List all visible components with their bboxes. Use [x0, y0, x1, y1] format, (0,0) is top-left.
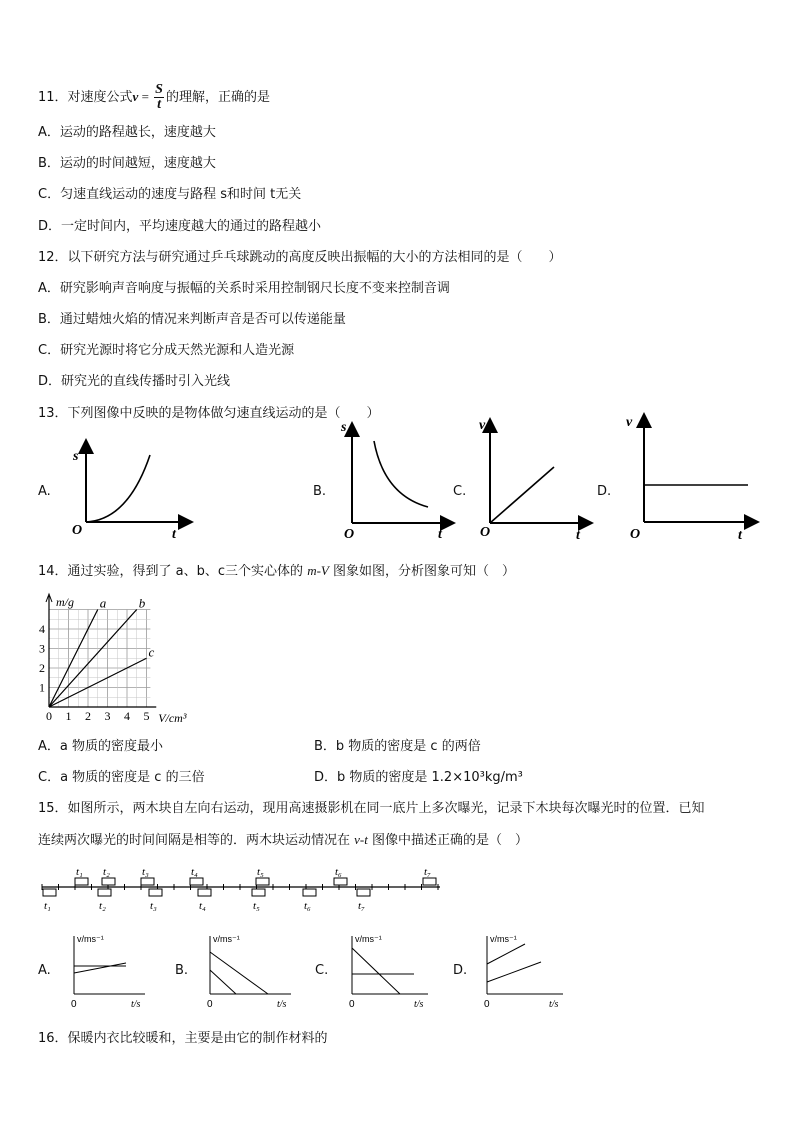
q11-option-c: C．匀速直线运动的速度与路程 s和时间 t无关: [38, 187, 302, 202]
q15-graph-c: [340, 930, 430, 1012]
x-tick-label: 3: [104, 709, 111, 723]
x-tick-label: 4: [124, 709, 130, 723]
upper-block: [334, 878, 347, 885]
velocity-line: [352, 948, 400, 994]
x-label: t: [438, 527, 442, 542]
origin-label: O: [344, 527, 355, 542]
x-label: t: [576, 528, 580, 543]
upper-time-label: t₃: [142, 866, 149, 878]
q15-label-b: B.: [175, 963, 189, 978]
q13-label-b: B.: [313, 484, 327, 499]
x-tick-label: 2: [85, 709, 91, 723]
x-tick-label: 1: [65, 709, 72, 723]
lower-time-label: t₆: [304, 900, 311, 912]
upper-block: [190, 878, 203, 885]
lower-time-label: t₁: [44, 900, 51, 912]
y-axis-label: v/ms⁻¹: [213, 934, 240, 944]
y-axis-label: v/ms⁻¹: [490, 934, 517, 944]
q15-label-d: D.: [453, 963, 468, 978]
q14-option-a: A．a 物质的密度最小: [38, 739, 163, 754]
origin-label: 0: [71, 999, 77, 1010]
lower-block: [98, 889, 111, 896]
velocity-line: [210, 970, 236, 994]
origin-label: 0: [207, 999, 213, 1010]
q11-stem: 11．对速度公式v = $\frac{S}{t}$ 的理解，正确的是: [38, 82, 270, 112]
upper-time-label: t₆: [335, 866, 342, 878]
rising-curve: [86, 455, 150, 522]
upper-block: [75, 878, 88, 885]
origin-label: O: [480, 525, 491, 540]
velocity-line: [487, 962, 541, 982]
y-tick-label: 4: [39, 622, 45, 636]
velocity-line: [74, 963, 126, 973]
q13-graph-b: [338, 415, 458, 540]
lower-time-label: t₂: [99, 900, 106, 912]
upper-block: [141, 878, 154, 885]
origin-label: 0: [349, 999, 355, 1010]
upper-time-label: t₄: [191, 866, 198, 878]
falling-curve: [374, 441, 428, 507]
x-tick-label: 5: [143, 709, 150, 723]
origin-label: 0: [484, 999, 490, 1010]
y-axis-label: m/g: [56, 595, 74, 609]
q15-stem-line2: 连续两次曝光的时间间隔是相等的．两木块运动情况在 v-t 图像中描述正确的是（ ）: [38, 832, 528, 848]
q12-option-c: C．研究光源时将它分成天然光源和人造光源: [38, 343, 295, 358]
y-label: s: [73, 449, 79, 464]
q15-graph-a: [62, 930, 147, 1012]
q14-stem: 14．通过实验，得到了 a、b、c三个实心体的 m-V 图象如图，分析图象可知（ ）: [38, 563, 515, 579]
q15-stem-line1: 15．如图所示，两木块自左向右运动，现用高速摄影机在同一底片上多次曝光，记录下木块每次曝光时的位置．已知: [38, 801, 705, 816]
q13-graph-a: [68, 440, 198, 540]
velocity-line: [210, 952, 268, 994]
rising-line: [490, 467, 554, 523]
origin-label: O: [630, 527, 641, 542]
y-axis-label: v/ms⁻¹: [77, 934, 104, 944]
q13-graph-c: [474, 415, 594, 543]
q15-label-a: A.: [38, 963, 51, 978]
lower-time-label: t₃: [150, 900, 157, 912]
q11-option-d: D．一定时间内，平均速度越大的通过的路程越小: [38, 219, 322, 234]
q15-graph-b: [198, 930, 293, 1012]
q15-label-c: C.: [315, 963, 329, 978]
lower-block: [303, 889, 316, 896]
q12-option-b: B．通过蜡烛火焰的情况来判断声音是否可以传递能量: [38, 312, 346, 327]
q11-option-b: B．运动的时间越短，速度越大: [38, 156, 216, 171]
lower-block: [149, 889, 162, 896]
velocity-line: [487, 944, 525, 964]
upper-time-label: t₁: [76, 866, 83, 878]
x-axis-label: V/cm³: [158, 711, 187, 725]
x-axis-label: t/s: [131, 999, 141, 1010]
q14-option-d: D．b 物质的密度是 1.2×10³kg/m³: [314, 770, 523, 785]
q14-option-c: C．a 物质的密度是 c 的三倍: [38, 770, 205, 785]
q12-option-a: A．研究影响声音响度与振幅的关系时采用控制钢尺长度不变来控制音调: [38, 281, 450, 296]
series-label-b: b: [138, 595, 146, 611]
upper-block: [423, 878, 436, 885]
lower-block: [357, 889, 370, 896]
origin-label: O: [72, 523, 83, 538]
upper-block: [102, 878, 115, 885]
lower-time-label: t₇: [358, 900, 365, 912]
series-label-a: a: [99, 595, 107, 611]
lower-block: [252, 889, 265, 896]
y-label: s: [341, 420, 347, 435]
mv-chart: [36, 592, 206, 727]
q15-graph-d: [475, 930, 565, 1012]
q16-stem: 16．保暖内衣比较暖和，主要是由它的制作材料的: [38, 1031, 328, 1046]
speed-formula-fraction: $\frac{S}{t}$: [155, 82, 163, 112]
x-axis-label: t/s: [414, 999, 424, 1010]
y-label: v: [479, 418, 486, 433]
q12-stem: 12．以下研究方法与研究通过乒乓球跳动的高度反映出振幅的大小的方法相同的是（ ）: [38, 250, 562, 265]
q13-stem: 13．下列图像中反映的是物体做匀速直线运动的是（ ）: [38, 406, 380, 421]
y-tick-label: 3: [39, 641, 45, 656]
upper-time-label: t₇: [424, 866, 431, 878]
upper-time-label: t₂: [103, 866, 110, 878]
lower-time-label: t₅: [253, 900, 260, 912]
y-axis-label: v/ms⁻¹: [355, 934, 382, 944]
upper-time-label: t₅: [257, 866, 264, 878]
x-label: t: [172, 527, 176, 542]
series-label-c: c: [148, 644, 155, 660]
q12-option-d: D．研究光的直线传播时引入光线: [38, 374, 231, 389]
q13-label-c: C.: [453, 484, 467, 499]
x-tick-label: 0: [46, 709, 52, 723]
q14-option-b: B．b 物质的密度是 c 的两倍: [314, 739, 481, 754]
lower-time-label: t₄: [199, 900, 206, 912]
lower-block: [43, 889, 56, 896]
upper-block: [256, 878, 269, 885]
q11-option-a: A．运动的路程越长，速度越大: [38, 125, 216, 140]
q13-graph-d: [622, 412, 762, 542]
lower-block: [198, 889, 211, 896]
y-label: v: [626, 415, 633, 430]
x-axis-label: t/s: [277, 999, 287, 1010]
x-label: t: [738, 528, 742, 543]
y-tick-label: 2: [39, 661, 45, 675]
q13-label-d: D.: [597, 484, 612, 499]
x-axis-label: t/s: [549, 999, 559, 1010]
y-tick-label: 1: [39, 680, 45, 695]
q13-label-a: A.: [38, 484, 51, 499]
exposure-strip: [38, 862, 448, 914]
